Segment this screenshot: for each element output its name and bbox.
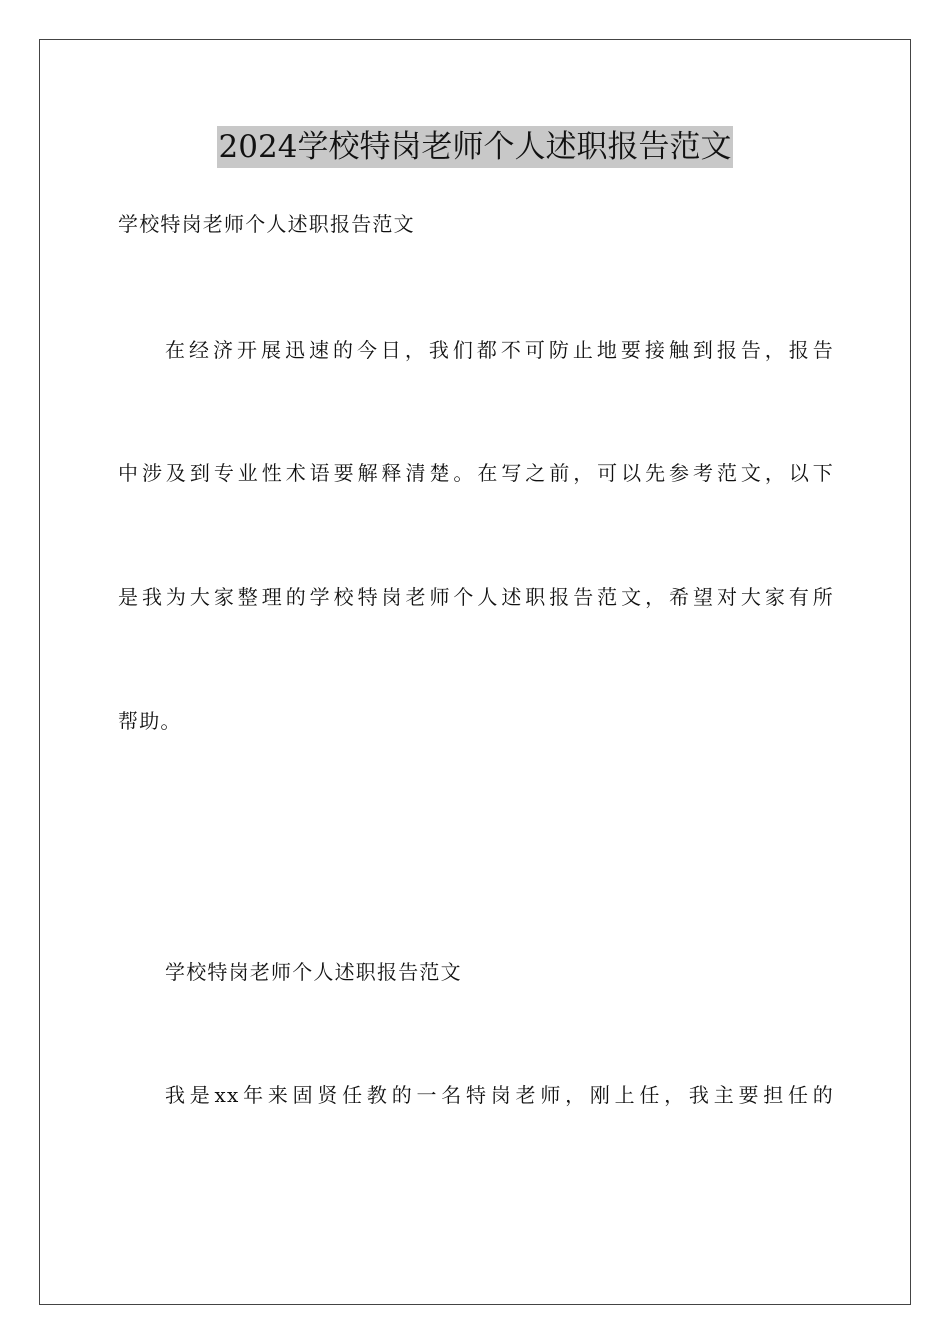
document-title: 2024学校特岗老师个人述职报告范文: [217, 126, 734, 168]
paragraph-line: 在经济开展迅速的今日，我们都不可防止地要接触到报告，报告: [165, 338, 834, 362]
title-container: [0, 126, 950, 168]
paragraph-line: 中涉及到专业性术语要解释清楚。在写之前，可以先参考范文，以下: [118, 461, 834, 485]
document-subtitle: 学校特岗老师个人述职报告范文: [118, 212, 415, 236]
paragraph-line: 我是xx年来固贤任教的一名特岗老师，刚上任，我主要担任的: [165, 1083, 834, 1107]
section-heading: 学校特岗老师个人述职报告范文: [165, 960, 462, 984]
paragraph-line: 帮助。: [118, 709, 182, 733]
paragraph-line: 是我为大家整理的学校特岗老师个人述职报告范文，希望对大家有所: [118, 585, 834, 609]
